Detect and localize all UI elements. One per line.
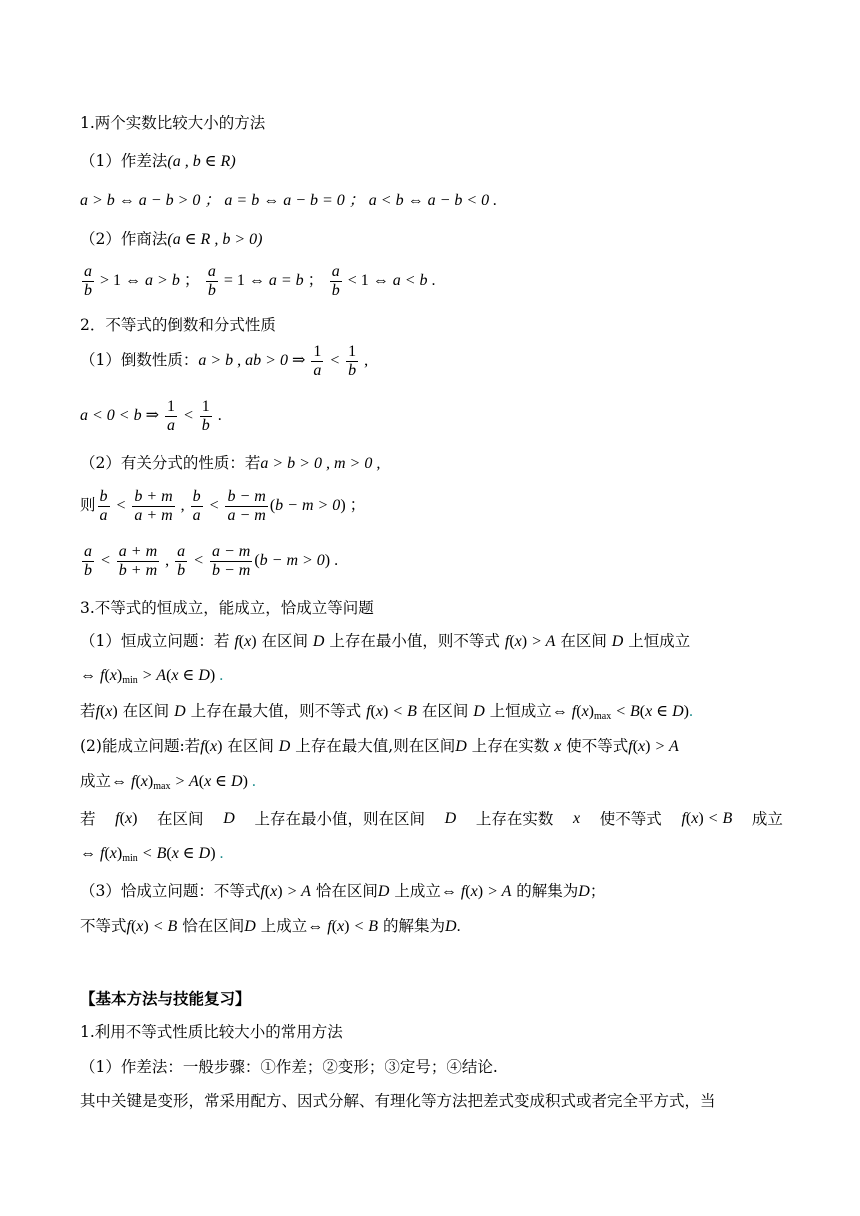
review-title: 1.利用不等式性质比较大小的常用方法 xyxy=(80,1023,343,1041)
always-holds-line-1: （1）恒成立问题：若 f(x) 在区间 D 上存在最小值，则不等式 f(x) > A 在区间 D 上恒成立 xyxy=(80,632,691,650)
method-difference-condition: (a , b ∈ R) xyxy=(167,153,236,170)
always-holds-line-2: ⇔ $f(x)_{min} > A(x$ ∈ D) . xyxy=(80,667,224,686)
method-quotient-line xyxy=(80,228,262,251)
review-heading: 【基本方法与技能复习】 xyxy=(80,989,251,1008)
method-difference-formula: a > b ⇔ a − b > 0 ； a = b ⇔ a − b = 0 ； a < b ⇔ a − b < 0 . xyxy=(80,192,498,209)
reciprocal-property-line: （1）倒数性质：a > b , ab > 0 ⇒ $\frac{1}{a}$ < $\frac{1}{b}$ , xyxy=(80,343,369,379)
section-1-title: 1.两个实数比较大小的方法 xyxy=(80,114,266,132)
review-paragraph-1: （1）作差法：一般步骤：①作差；②变形；③定号；④结论. xyxy=(80,1058,498,1076)
can-hold-line-3: 若 f(x) 在区间 D 上存在最小值，则在区间 D 上存在实数 x 使不等式 f(x) < B 成立 xyxy=(80,810,783,828)
method-difference-label: （1）作差法 xyxy=(80,152,168,170)
fraction-property-formula-2: $\frac{a}{b}$ < $\frac{a + m}{b + m}$ , $\frac{a}{b}$ < $\frac{a - m}{b - m}$ (b − m > 0) . xyxy=(84,543,339,579)
can-hold-line-1: (2)能成立问题:若f(x) 在区间 D 上存在最大值,则在区间D 上存在实数 x 使不等式f(x) > A xyxy=(80,737,679,755)
fraction: $\frac{a}{b}$ xyxy=(84,263,92,299)
fraction: $\frac{a}{b}$ xyxy=(331,263,340,299)
can-hold-line-2: 成立⇔ $f(x)_{max} > A(x$ ∈ D) . xyxy=(80,772,256,792)
fraction-property-label: （2）有关分式的性质：若 xyxy=(80,454,261,472)
method-quotient-label: （2）作商法 xyxy=(80,230,168,248)
always-holds-line-3: 若f(x) 在区间 D 上存在最大值，则不等式 f(x) < B 在区间 D 上恒成立⇔ $f(x)_{max} < B(x$ ∈ D). xyxy=(80,702,693,722)
review-paragraph-2: 其中关键是变形，常采用配方、因式分解、有理化等方法把差式变成积式或者完全平方式，当 xyxy=(80,1092,716,1110)
method-difference-line xyxy=(80,150,236,173)
method-quotient-formula: $\frac{a}{b}$ > 1 ⇔ a > b ； $\frac{a}{b}$ = 1 ⇔ a = b ； $\frac{a}{b}$ < 1 ⇔ a < b . xyxy=(84,263,436,299)
reciprocal-property-label: （1）倒数性质： xyxy=(80,351,199,370)
fraction: $\frac{a}{b}$ xyxy=(207,263,216,299)
exactly-holds-line-2: 不等式f(x) < B 恰在区间D 上成立⇔ f(x) < B 的解集为D. xyxy=(80,917,461,935)
section-2-title: 2．不等式的倒数和分式性质 xyxy=(80,316,276,334)
section-3-title: 3.不等式的恒成立，能成立，恰成立等问题 xyxy=(80,599,374,617)
fraction-property-line xyxy=(80,452,380,475)
fraction-property-condition: a > b > 0 , m > 0 , xyxy=(260,455,381,472)
can-hold-line-4: ⇔ $f(x)_{min} < B(x$ ∈ D) . xyxy=(80,845,224,864)
exactly-holds-line-1: （3）恰成立问题：不等式f(x) > A 恰在区间D 上成立⇔ f(x) > A 的解集为D； xyxy=(80,882,606,900)
method-quotient-condition: (a ∈ R , b > 0) xyxy=(167,231,263,248)
reciprocal-property-formula-2: a < 0 < b ⇒ $\frac{1}{a}$ < $\frac{1}{b}$ . xyxy=(80,398,222,434)
fraction-property-formula-1: 则 $\frac{b}{a}$ < $\frac{b + m}{a + m}$ , $\frac{b}{a}$ < $\frac{b - m}{a - m}$ (b − m > 0) ； xyxy=(80,488,366,524)
then-label: 则 xyxy=(80,496,96,515)
